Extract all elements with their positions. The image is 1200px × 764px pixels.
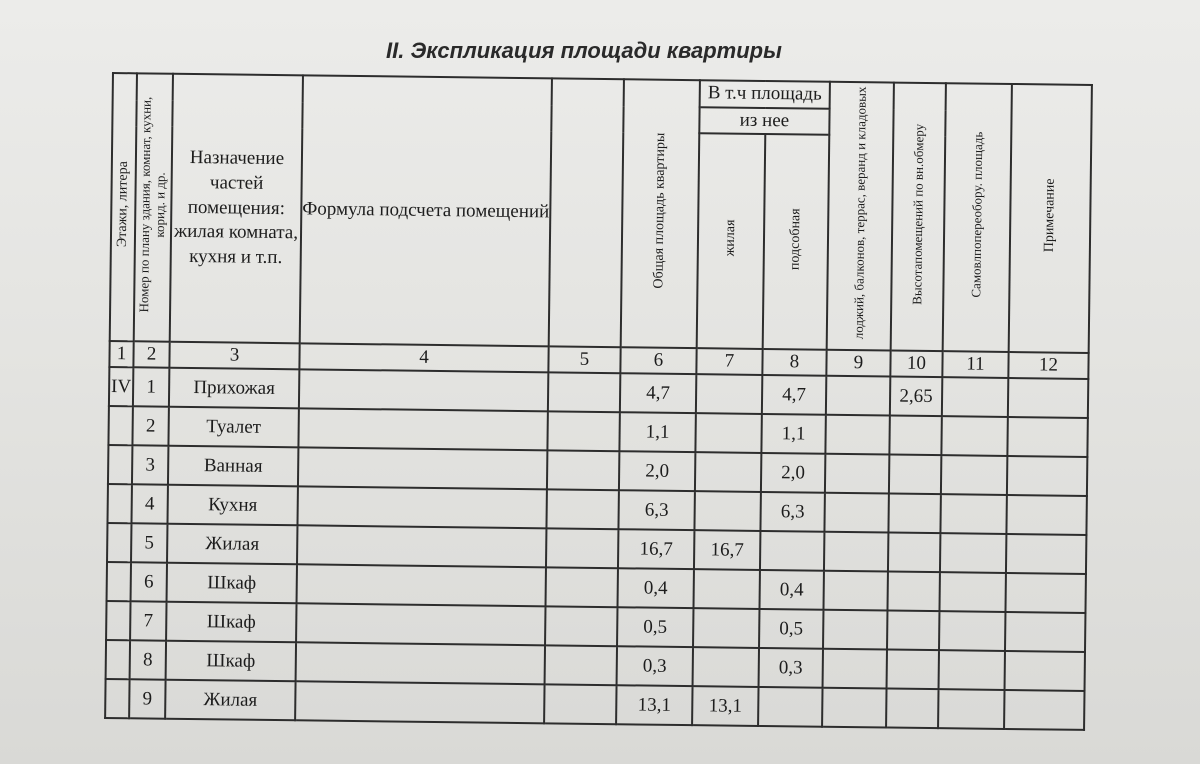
aux-area-cell <box>760 531 824 571</box>
header-living: жилая <box>697 134 766 349</box>
floor-cell: IV <box>109 367 133 406</box>
col5-cell <box>546 489 618 529</box>
self-reequip-cell <box>940 533 1006 573</box>
header-room-number: Номер по плану здания, комнат, кухни, корид. и др. <box>134 73 173 341</box>
col-number: 9 <box>826 350 890 377</box>
room-name-cell: Кухня <box>167 485 297 526</box>
col-number: 8 <box>762 349 826 376</box>
self-reequip-cell <box>938 689 1004 729</box>
loggia-cell <box>826 376 890 416</box>
total-area-cell: 4,7 <box>620 373 696 413</box>
self-reequip-cell <box>942 377 1008 417</box>
aux-area-cell: 4,7 <box>762 375 826 415</box>
loggia-cell <box>823 571 887 611</box>
note-cell <box>1005 612 1085 652</box>
col-number: 6 <box>620 347 696 374</box>
room-name-cell: Ванная <box>168 446 298 487</box>
living-area-cell <box>693 608 759 648</box>
header-col5 <box>549 78 624 347</box>
col5-cell <box>548 372 620 412</box>
aux-area-cell: 0,3 <box>759 648 823 688</box>
document-title: II. Экспликация площади квартиры <box>386 38 782 63</box>
room-number-cell: 8 <box>130 640 166 679</box>
col-number: 2 <box>133 341 169 367</box>
floor-cell <box>107 562 131 601</box>
room-number-cell: 3 <box>132 445 168 484</box>
total-area-cell: 0,3 <box>617 646 693 686</box>
living-area-cell <box>693 647 759 687</box>
height-cell <box>887 611 939 651</box>
room-name-cell: Шкаф <box>167 563 297 604</box>
header-loggias: лоджий, балконов, террас, веранд и кладовых <box>827 82 894 351</box>
room-number-cell: 2 <box>132 406 168 445</box>
col-number: 12 <box>1008 352 1088 379</box>
room-name-cell: Туалет <box>168 407 298 448</box>
note-cell <box>1004 690 1084 730</box>
formula-cell <box>297 525 546 567</box>
header-note: Примечание <box>1009 84 1092 353</box>
formula-cell <box>298 408 547 450</box>
header-formula: Формула подсчета помещений <box>300 75 552 346</box>
height-cell <box>889 416 941 456</box>
note-cell <box>1004 651 1084 691</box>
room-name-cell: Шкаф <box>166 641 296 682</box>
header-auxiliary: подсобная <box>763 134 830 349</box>
loggia-cell <box>825 454 889 494</box>
explication-table <box>104 72 1093 731</box>
loggia-cell <box>825 415 889 455</box>
room-number-cell: 5 <box>131 523 167 562</box>
self-reequip-cell <box>940 494 1006 534</box>
col5-cell <box>547 450 619 490</box>
floor-cell <box>108 445 132 484</box>
room-name-cell: Жилая <box>165 680 295 721</box>
total-area-cell: 1,1 <box>619 412 695 452</box>
col5-cell <box>546 528 618 568</box>
formula-cell <box>297 564 546 606</box>
height-cell <box>887 572 939 612</box>
total-area-cell: 2,0 <box>619 451 695 491</box>
room-number-cell: 1 <box>133 367 169 406</box>
height-cell <box>886 689 938 729</box>
note-cell <box>1006 534 1086 574</box>
col-number: 1 <box>109 341 133 367</box>
floor-cell <box>108 406 132 445</box>
total-area-cell: 0,4 <box>617 568 693 608</box>
loggia-cell <box>824 532 888 572</box>
floor-cell <box>107 484 131 523</box>
height-cell <box>889 455 941 495</box>
col-number: 10 <box>890 351 942 378</box>
aux-area-cell <box>758 687 822 727</box>
formula-cell <box>298 447 547 489</box>
self-reequip-cell <box>941 455 1007 495</box>
loggia-cell <box>824 493 888 533</box>
header-of-which: из нее <box>699 107 829 135</box>
living-area-cell <box>695 452 761 492</box>
room-number-cell: 6 <box>131 562 167 601</box>
formula-cell <box>296 642 545 684</box>
aux-area-cell: 0,4 <box>759 570 823 610</box>
header-height: Высотапомещений по вн.обмеру <box>891 83 946 352</box>
loggia-cell <box>823 610 887 650</box>
aux-area-cell: 0,5 <box>759 609 823 649</box>
room-name-cell: Жилая <box>167 524 297 565</box>
floor-cell <box>106 601 130 640</box>
height-cell <box>888 494 940 534</box>
total-area-cell: 0,5 <box>617 607 693 647</box>
col-number: 11 <box>942 351 1008 378</box>
living-area-cell <box>696 374 762 414</box>
note-cell <box>1008 378 1088 418</box>
living-area-cell: 13,1 <box>692 686 758 726</box>
header-incl-area: В т.ч площадь <box>700 80 830 108</box>
header-self-reequip: Самовлпопереобору. площадь <box>943 83 1012 352</box>
col-number: 4 <box>299 343 548 372</box>
floor-cell <box>105 679 129 718</box>
room-name-cell: Шкаф <box>166 602 296 643</box>
col5-cell <box>547 411 619 451</box>
loggia-cell <box>822 688 886 728</box>
living-area-cell: 16,7 <box>694 530 760 570</box>
self-reequip-cell <box>939 572 1005 612</box>
height-cell: 2,65 <box>890 377 942 417</box>
aux-area-cell: 2,0 <box>761 453 825 493</box>
aux-area-cell: 6,3 <box>760 492 824 532</box>
header-room-purpose: Назначение частей помещения: жилая комната, кухня и т.п. <box>170 74 303 344</box>
col-number: 3 <box>169 342 299 370</box>
note-cell <box>1007 417 1087 457</box>
formula-cell <box>299 369 548 411</box>
header-total-area: Общая площадь квартиры <box>621 79 700 348</box>
living-area-cell <box>695 413 761 453</box>
self-reequip-cell <box>938 650 1004 690</box>
loggia-cell <box>822 649 886 689</box>
col5-cell <box>545 645 617 685</box>
room-number-cell: 4 <box>131 484 167 523</box>
floor-cell <box>106 640 130 679</box>
col-number: 5 <box>548 346 620 373</box>
note-cell <box>1005 573 1085 613</box>
room-name-cell: Прихожая <box>169 368 299 409</box>
living-area-cell <box>693 569 759 609</box>
formula-cell <box>297 486 546 528</box>
col5-cell <box>545 567 617 607</box>
floor-cell <box>107 523 131 562</box>
col5-cell <box>545 606 617 646</box>
note-cell <box>1007 456 1087 496</box>
col5-cell <box>544 684 616 724</box>
room-number-cell: 9 <box>129 679 165 718</box>
self-reequip-cell <box>939 611 1005 651</box>
aux-area-cell: 1,1 <box>761 414 825 454</box>
formula-cell <box>295 681 544 723</box>
height-cell <box>888 533 940 573</box>
height-cell <box>886 650 938 690</box>
total-area-cell: 13,1 <box>616 685 692 725</box>
header-floor: Этажи, литера <box>110 73 137 341</box>
note-cell <box>1006 495 1086 535</box>
col-number: 7 <box>696 348 762 375</box>
formula-cell <box>296 603 545 645</box>
living-area-cell <box>694 491 760 531</box>
total-area-cell: 16,7 <box>618 529 694 569</box>
room-number-cell: 7 <box>130 601 166 640</box>
self-reequip-cell <box>941 416 1007 456</box>
total-area-cell: 6,3 <box>618 490 694 530</box>
